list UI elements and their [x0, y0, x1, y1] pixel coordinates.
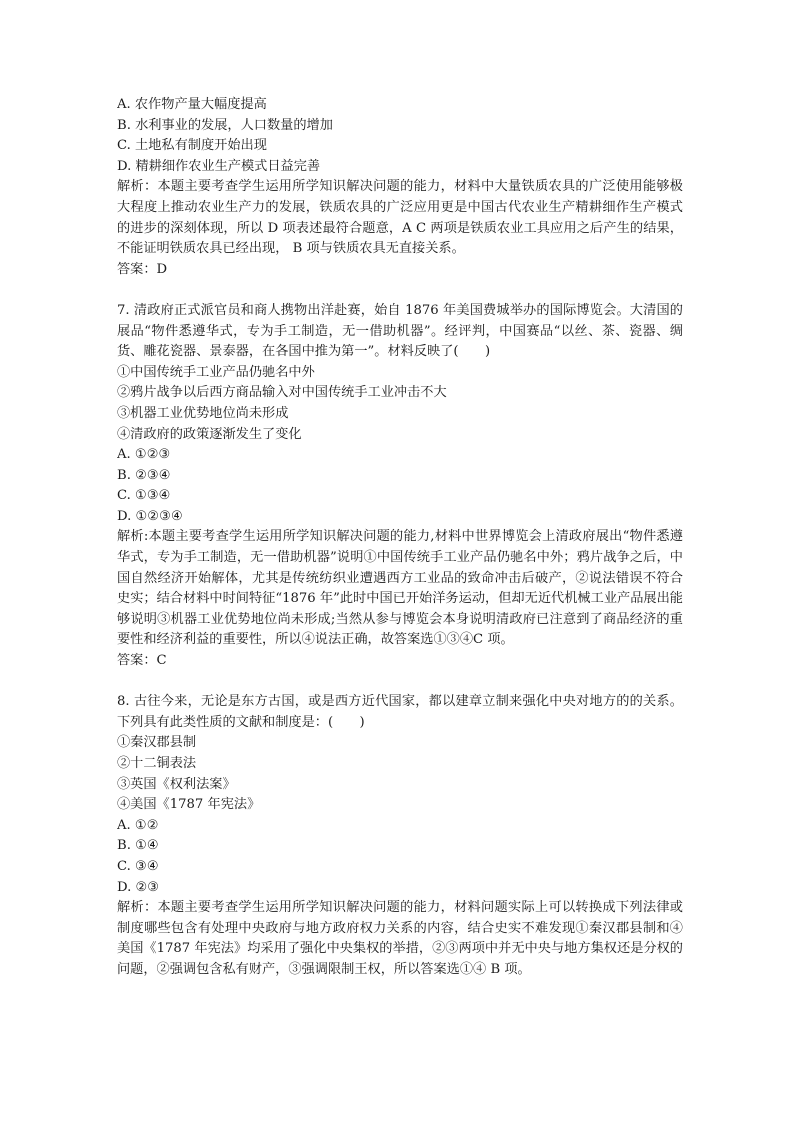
q7-statement-2: ②鸦片战争以后西方商品输入对中国传统手工业冲击不大	[117, 385, 447, 401]
q8-option-c: C. ③④	[117, 858, 159, 874]
spacer	[117, 280, 683, 301]
question-7	[117, 301, 683, 672]
q6-option-c: C. 土地私有制度开始出现	[117, 138, 267, 154]
q7-analysis: 解析:本题主要考查学生运用所学知识解决问题的能力,材料中世界博览会上清政府展出“物件悉遵华式，专为手工制造，无一借助机器”说明①中国传统手工业产品仍驰名中外；鸦片战争之后，中国自然经济开始解体，尤其是传统纺织业遭遇西方工业品的致命冲击后破产，②说法错误不符合史实；结合材料中时间特征“1876 年”此时中国已开始洋务运动，但却无近代机械工业产品展出能够说明③机器工业优势地位尚未形成;当然从参与博览会本身说明清政府已注意到了商品经济的重要性和经济利益的重要性，所以④说法正确，故答案选①③④C 项。	[117, 529, 683, 648]
question-6	[117, 95, 683, 280]
q8-option-d: D. ②③	[117, 879, 160, 895]
q8-stem: 8. 古往今来，无论是东方古国，或是西方近代国家，都以建章立制来强化中央对地方的的关系。下列具有此类性质的文献和制度是：( )	[117, 694, 683, 730]
q8-analysis: 解析：本题主要考查学生运用所学知识解决问题的能力，材料问题实际上可以转换成下列法律或制度哪些包含有处理中央政府与地方政府权力关系的内容，结合史实不难发现①秦汉郡县制和④美国《1787 年宪法》均采用了强化中央集权的举措，②③两项中并无中央与地方集权还是分权的问题，②强调包含私有财产，③强调限制王权，所以答案选①④ B 项。	[117, 900, 683, 977]
q7-statement-3: ③机器工业优势地位尚未形成	[117, 405, 289, 421]
q7-option-a: A. ①②③	[117, 447, 171, 463]
q6-option-a: A. 农作物产量大幅度提高	[117, 97, 267, 112]
q7-statement-1: ①中国传统手工业产品仍驰名中外	[117, 364, 315, 380]
q8-option-a: A. ①②	[117, 817, 159, 833]
q6-option-d: D. 精耕细作农业生产模式日益完善	[117, 158, 321, 174]
document-page	[117, 95, 683, 981]
q7-stem: 7. 清政府正式派官员和商人携物出洋赴赛，始自 1876 年美国费城举办的国际博览会。大清国的展品“物件悉遵华式，专为手工制造，无一借助机器”。经评判，中国赛品“以丝、茶、瓷器、绸货、雕花瓷器、景泰器，在各国中推为第一”。材料反映了( )	[117, 302, 683, 360]
q8-statement-1: ①秦汉郡县制	[117, 735, 197, 751]
q7-option-d: D. ①②③④	[117, 508, 183, 524]
q8-option-b: B. ①④	[117, 838, 159, 854]
q7-statement-4: ④清政府的政策逐渐发生了变化	[117, 426, 302, 442]
q7-option-c: C. ①③④	[117, 488, 171, 504]
question-8	[117, 692, 683, 980]
spacer	[117, 672, 683, 693]
q6-analysis: 解析：本题主要考查学生运用所学知识解决问题的能力，材料中大量铁质农具的广泛使用能够极大程度上推动农业生产力的发展，铁质农具的广泛应用更是中国古代农业生产精耕细作生产模式的进步的深刻体现，所以 D 项表述最符合题意，A C 两项是铁质农业工具应用之后产生的结果，不能证明铁质农具已经出现， B 项与铁质农具无直接关系。	[117, 179, 683, 257]
q6-answer: 答案：D	[117, 261, 168, 277]
q8-statement-2: ②十二铜表法	[117, 756, 197, 771]
q8-statement-3: ③英国《权利法案》	[117, 776, 236, 792]
q7-answer: 答案：C	[117, 653, 167, 669]
q8-statement-4: ④美国《1787 年宪法》	[117, 797, 261, 813]
q6-option-b: B. 水利事业的发展，人口数量的增加	[117, 117, 333, 133]
q7-option-b: B. ②③④	[117, 467, 171, 483]
